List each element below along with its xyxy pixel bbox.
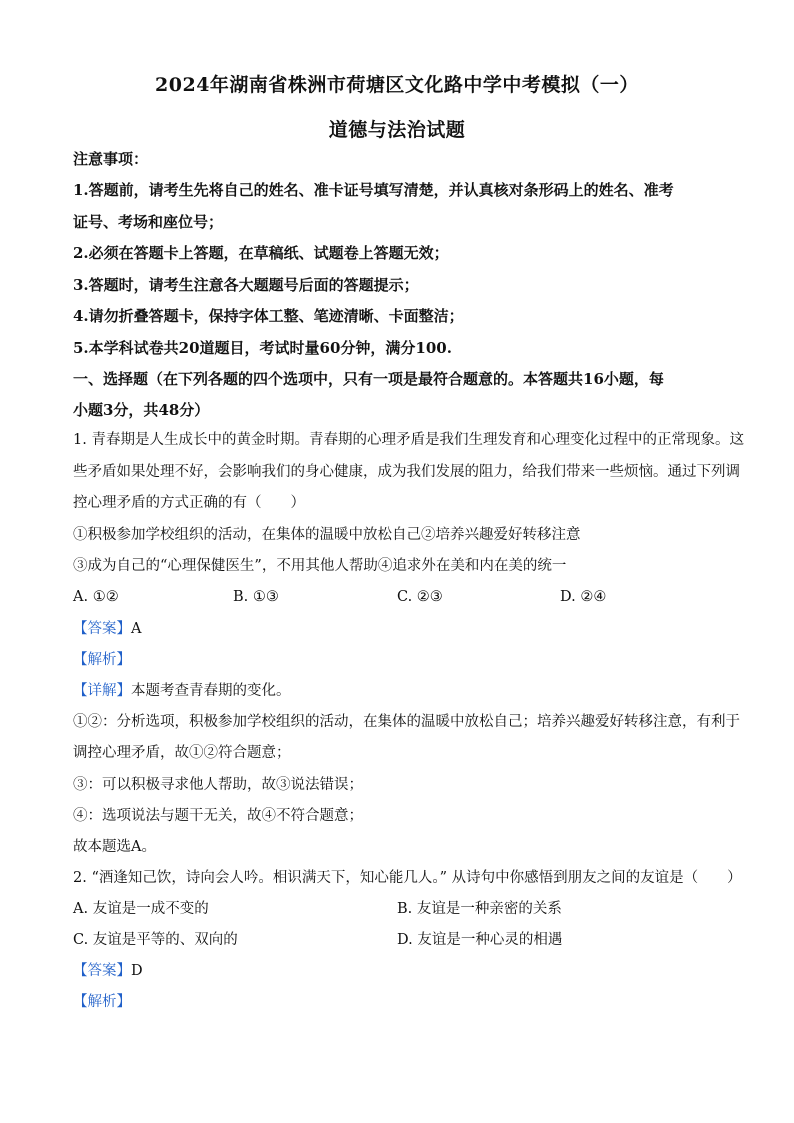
answer-value: D xyxy=(131,963,143,979)
notice-item: 3.答题时，请考生注意各大题题号后面的答题提示； xyxy=(73,276,419,294)
question-1-detail-line: 故本题选A。 xyxy=(73,839,156,855)
answer-value: A xyxy=(131,621,142,637)
question-2-option-d: D. 友谊是一种心灵的相遇 xyxy=(397,932,563,948)
question-2-answer xyxy=(73,961,733,981)
question-1-statement: ①积极参加学校组织的活动，在集体的温暖中放松自己②培养兴趣爱好转移注意 xyxy=(73,527,581,543)
question-1-detail-line: ①②：分析选项，积极参加学校组织的活动，在集体的温暖中放松自己；培养兴趣爱好转移注意，有利于 xyxy=(73,714,740,730)
question-1-detail-line: ④：选项说法与题干无关，故④不符合题意； xyxy=(73,808,363,824)
analysis-tag: 【解析】 xyxy=(73,994,131,1010)
question-1-stem: 1. 青春期是人生成长中的黄金时期。青春期的心理矛盾是我们生理发育和心理变化过程中的正常现象。这 xyxy=(73,432,744,448)
answer-tag: 【答案】 xyxy=(73,963,131,979)
question-2-option-a: A. 友谊是一成不变的 xyxy=(73,901,209,917)
section-heading-cont: 小题3分，共48分） xyxy=(73,401,210,419)
question-1-stem: 控心理矛盾的方式正确的有（ ） xyxy=(73,495,305,511)
question-1-stem: 些矛盾如果处理不好，会影响我们的身心健康，成为我们发展的阻力，给我们带来一些烦恼。通过下列调 xyxy=(73,464,740,480)
exam-subtitle: 道德与法治试题 xyxy=(328,119,466,141)
question-1-answer xyxy=(73,619,733,639)
notice-item: 2.必须在答题卡上答题，在草稿纸、试题卷上答题无效； xyxy=(73,244,449,262)
question-2-option-c: C. 友谊是平等的、双向的 xyxy=(73,932,238,948)
question-2-stem: 2. “酒逢知己饮，诗向会人吟。相识满天下，知心能几人。” 从诗句中你感悟到朋友之间的友谊是（ ） xyxy=(73,870,742,886)
notice-item: 证号、考场和座位号； xyxy=(73,213,224,231)
detail-text: 本题考查青春期的变化。 xyxy=(131,683,291,699)
question-1-analysis-tag xyxy=(73,650,733,670)
question-2-option-b: B. 友谊是一种亲密的关系 xyxy=(397,901,562,917)
question-1-option-b: B. ①③ xyxy=(233,589,279,605)
notice-heading: 注意事项： xyxy=(73,150,149,168)
analysis-tag: 【解析】 xyxy=(73,652,131,668)
answer-tag: 【答案】 xyxy=(73,621,131,637)
question-1-detail xyxy=(73,681,733,701)
question-1-detail-line: 调控心理矛盾，故①②符合题意； xyxy=(73,745,291,761)
question-1-option-a: A. ①② xyxy=(73,589,119,605)
section-heading: 一、选择题（在下列各题的四个选项中，只有一项是最符合题意的。本答题共16小题，每 xyxy=(73,370,664,388)
question-1-detail-line: ③：可以积极寻求他人帮助，故③说法错误； xyxy=(73,777,363,793)
notice-item: 5.本学科试卷共20道题目，考试时量60分钟，满分100. xyxy=(73,339,452,357)
question-2-analysis-tag xyxy=(73,992,733,1012)
question-1-statement: ③成为自己的“心理保健医生”，不用其他人帮助④追求外在美和内在美的统一 xyxy=(73,558,567,574)
question-1-option-c: C. ②③ xyxy=(397,589,443,605)
notice-item: 4.请勿折叠答题卡，保持字体工整、笔迹清晰、卡面整洁； xyxy=(73,307,464,325)
notice-item: 1.答题前，请考生先将自己的姓名、准卡证号填写清楚，并认真核对条形码上的姓名、准考 xyxy=(73,181,674,199)
question-1-option-d: D. ②④ xyxy=(560,589,607,605)
exam-title: 2024年湖南省株洲市荷塘区文化路中学中考模拟（一） xyxy=(155,74,639,96)
detail-tag: 【详解】 xyxy=(73,683,131,699)
